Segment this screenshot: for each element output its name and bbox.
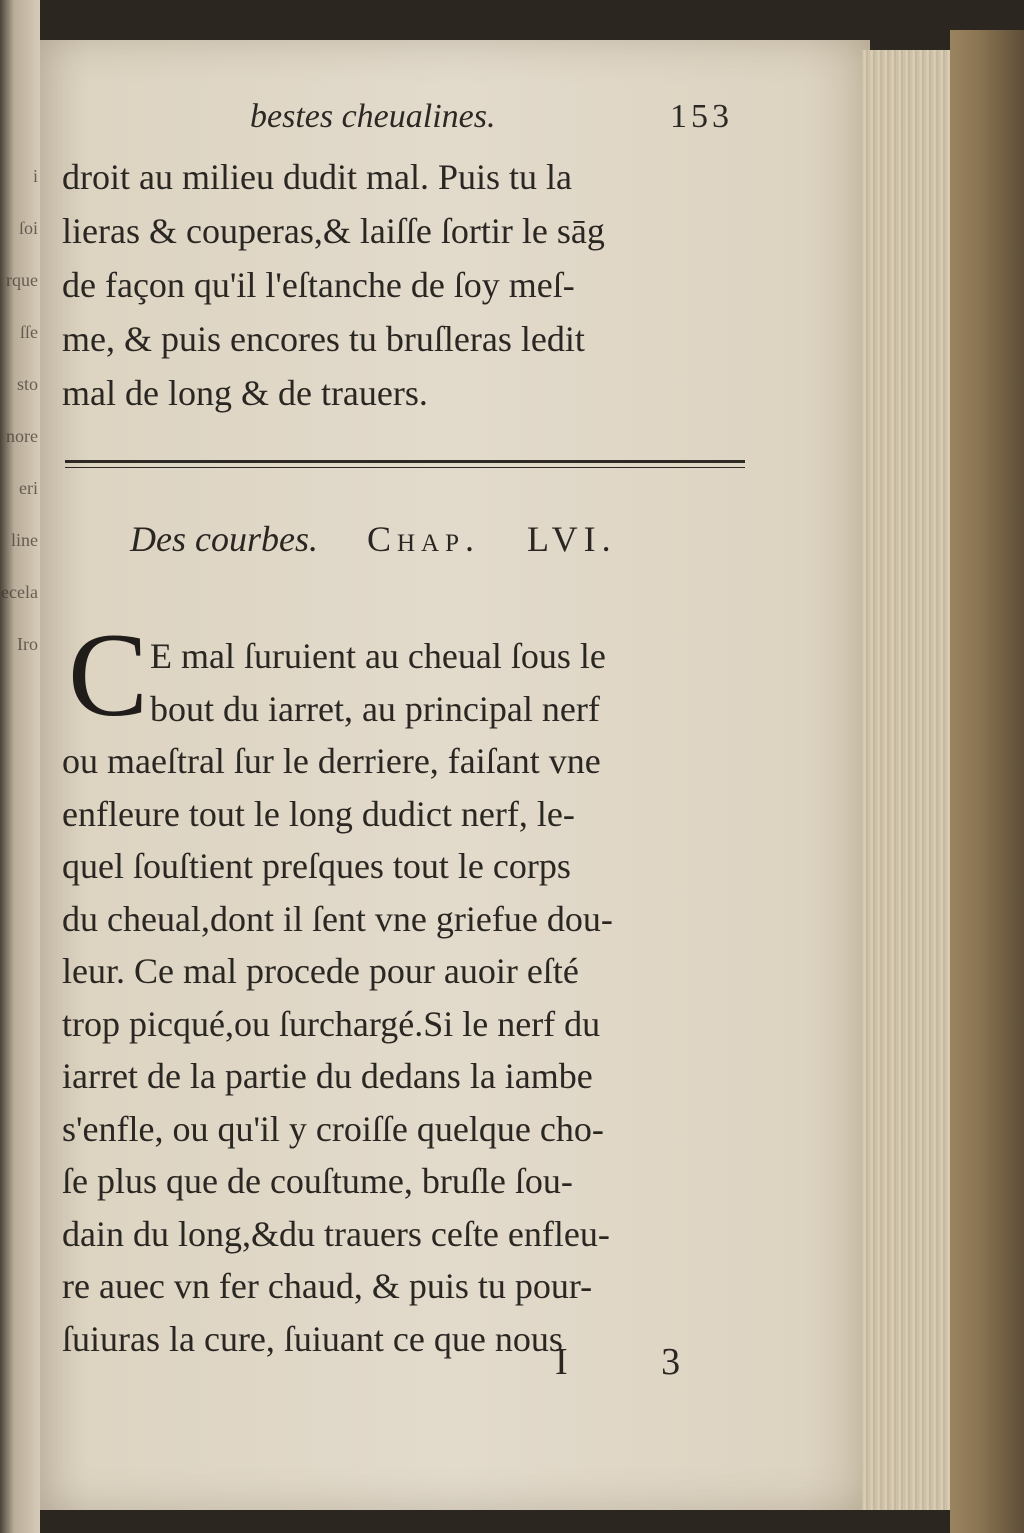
page-number: 153 <box>670 98 733 135</box>
chapter-number: LVI. <box>527 519 617 559</box>
text-line: enfleure tout le long dudict nerf, le- <box>62 793 575 834</box>
text-line: E mal ſuruient au cheual ſous le <box>150 636 606 676</box>
running-title: bestes cheualines. <box>250 98 496 135</box>
text-line: ſuiuras la cure, ſuiuant ce que nous <box>62 1318 563 1359</box>
text-line: de façon qu'il l'eſtanche de ſoy meſ- <box>62 265 575 305</box>
drop-cap: C <box>68 608 149 741</box>
text-line: trop picqué,ou ſurchargé.Si le nerf du <box>62 1003 601 1044</box>
text-line: quel ſouſtient preſques tout le corps <box>62 846 571 886</box>
text-line: du cheual,dont il ſent vne griefue dou- <box>62 898 613 939</box>
text-line: me, & puis encores tu bruſleras ledit <box>62 319 585 359</box>
text-line: dain du long,&du trauers ceſte enfleu- <box>62 1213 610 1254</box>
intro-paragraph <box>62 150 782 420</box>
fragment: ſſe <box>20 322 38 342</box>
section-divider <box>65 460 745 468</box>
text-line: lieras & couperas,& laiſſe ſortir le sāg <box>62 211 605 251</box>
chapter-paragraph <box>62 630 802 1365</box>
fragment: i <box>32 166 38 186</box>
fragment: eri <box>19 478 38 498</box>
text-line: bout du iarret, au principal nerf <box>150 688 600 729</box>
fragment: ecela <box>1 582 38 602</box>
fragment: rque <box>6 270 38 290</box>
fragment: line <box>11 530 38 550</box>
chapter-label: Chap. <box>366 519 480 559</box>
page-edges <box>862 50 960 1510</box>
facing-page-edge <box>0 0 40 1533</box>
fragment: ſoi <box>18 218 38 238</box>
page-header <box>250 98 770 138</box>
fragment: nore <box>6 426 38 446</box>
facing-page-fragments <box>0 150 40 670</box>
chapter-heading <box>130 518 770 560</box>
book-cover <box>950 30 1024 1533</box>
fragment: sto <box>16 374 38 394</box>
text-line: s'enfle, ou qu'il y croiſſe quelque cho- <box>62 1108 604 1149</box>
chapter-title: Des courbes. <box>130 519 318 559</box>
fragment: Iro <box>17 634 38 654</box>
text-line: droit au milieu dudit mal. Puis tu la <box>62 157 572 197</box>
text-line: ou maeſtral ſur le derriere, faiſant vne <box>62 741 601 781</box>
text-line: mal de long & de trauers. <box>62 373 428 413</box>
text-line: iarret de la partie du dedans la iambe <box>62 1056 593 1096</box>
signature-mark: I 3 <box>555 1341 723 1383</box>
text-line: leur. Ce mal procede pour auoir eſté <box>62 951 579 991</box>
text-line: ſe plus que de couſtume, bruſle ſou- <box>62 1161 573 1201</box>
text-line: re auec vn fer chaud, & puis tu pour- <box>62 1266 593 1306</box>
